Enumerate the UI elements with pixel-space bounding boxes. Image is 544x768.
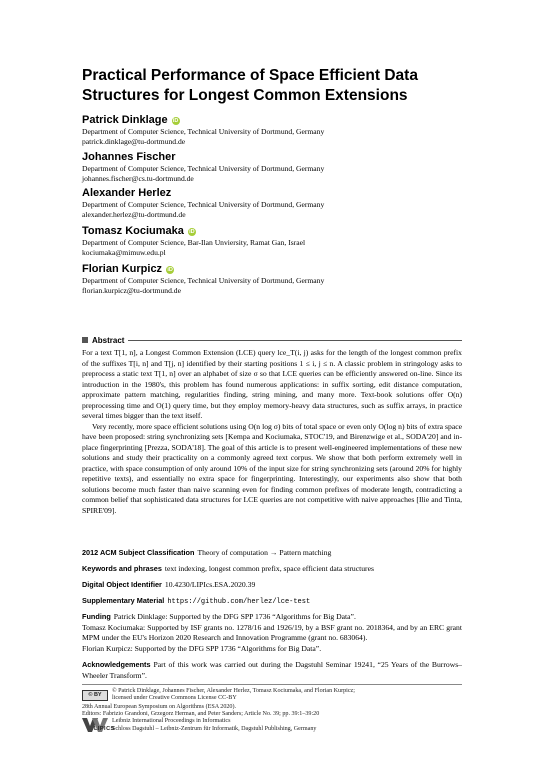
author-name: Alexander Herlez bbox=[82, 187, 172, 199]
author-email[interactable]: kociumaka@mimuw.edu.pl bbox=[82, 248, 166, 257]
doi: Digital Object Identifier 10.4230/LIPIcs.ESA.2020.39 bbox=[82, 580, 256, 589]
section-marker-icon bbox=[82, 337, 88, 343]
author-name: Johannes Fischer bbox=[82, 151, 176, 163]
author-block bbox=[82, 225, 482, 258]
supplementary-link[interactable]: https://github.com/herlez/lce-test bbox=[167, 598, 311, 606]
doi-link[interactable]: 10.4230/LIPIcs.ESA.2020.39 bbox=[164, 580, 256, 589]
author-affiliation: Department of Computer Science, Technical University of Dortmund, Germany bbox=[82, 164, 325, 173]
author-affiliation: Department of Computer Science, Technical University of Dortmund, Germany bbox=[82, 276, 325, 285]
author-affiliation: Department of Computer Science, Technical University of Dortmund, Germany bbox=[82, 200, 325, 209]
footer-conference: 28th Annual European Symposium on Algorithms (ESA 2020). bbox=[82, 704, 237, 710]
keywords: Keywords and phrases text indexing, longest common prefix, space efficient data structures bbox=[82, 564, 374, 573]
author-email[interactable]: alexander.herlez@tu-dortmund.de bbox=[82, 210, 186, 219]
paper-title: Practical Performance of Space Efficient Data Structures for Longest Common Extensions bbox=[82, 67, 418, 104]
abstract-body bbox=[82, 348, 462, 516]
abstract-paragraph: For a text T[1, n], a Longest Common Extension (LCE) query lce_T(i, j) asks for the length of the longest common prefix of the suffixes T[i, n] and T[j, n] identified by their starting positions 1 ≤ i, j ≤ n. A classic problem in stringology asks to preprocess a static text T[1, n] over an alphabet of size σ so that LCE queries can be efficiently answered on-line. Since its introduction in the 1980's, this problem has found numerous applications: in suffix sorting, edit distance computation, approximate pattern matching, regularities finding, string mining, and many more. Text-book solutions offer O(n) preprocessing time and O(1) query time, but they employ memory-heavy data structures, such as suffix arrays, in practice several times bigger than the text itself. bbox=[82, 348, 462, 420]
author-name: Florian Kurpicz bbox=[82, 263, 163, 275]
orcid-icon[interactable]: iD bbox=[167, 266, 173, 273]
author-block bbox=[82, 151, 482, 184]
orcid-icon[interactable]: iD bbox=[172, 117, 179, 124]
author-affiliation: Department of Computer Science, Technical University of Dortmund, Germany bbox=[82, 127, 325, 136]
heading-rule bbox=[128, 340, 462, 341]
abstract-paragraph: Very recently, more space efficient solutions using O(n log σ) bits of total space or even only O(log n) bits of extra space have been proposed: string synchronizing sets [Kempa and Kociumaka, STOC'19, and Birenzwige et al., SODA'20] and in-place fingerprinting [Prezza, SODA'18]. The goal of this article is to present well-engineered implementations of these new solutions and study their practicality on a commonly agreed text corpus. We show that both perform extremely well in practice, with space consumption of only around 10% of the input size for string synchronizing sets (around 20% for highly repetitive texts), and essentially no extra space for fingerprinting. Interestingly, our experiments also show that both solutions become much faster than naive scanning even for finding common prefixes of moderate length, contradicting a common belief that sophisticated data structures for LCE queries are not competitive with naive approaches [Ilie and Tinta, SPIRE'09]. bbox=[82, 421, 462, 515]
footer-license[interactable]: licensed under Creative Commons License CC-BY bbox=[112, 695, 237, 701]
lipics-wordmark: LIPICS bbox=[94, 726, 115, 732]
supplementary-material: Supplementary Material https://github.com/herlez/lce-test bbox=[82, 596, 311, 606]
author-email[interactable]: patrick.dinklage@tu-dortmund.de bbox=[82, 137, 186, 146]
footer-editors: Editors: Fabrizio Grandoni, Grzegorz Herman, and Peter Sanders; Article No. 39; pp. 39:1–39:20 bbox=[82, 711, 320, 717]
footer-copyright: © Patrick Dinklage, Johannes Fischer, Alexander Herlez, Tomasz Kociumaka, and Florian Kurpicz; bbox=[112, 688, 355, 694]
abstract-heading: Abstract bbox=[82, 334, 462, 346]
page-footer bbox=[82, 684, 462, 764]
author-block bbox=[82, 263, 482, 296]
author-email[interactable]: johannes.fischer@cs.tu-dortmund.de bbox=[82, 174, 194, 183]
author-name: Patrick Dinklage bbox=[82, 114, 168, 126]
footer-series: Leibniz International Proceedings in Informatics bbox=[112, 718, 231, 724]
acknowledgements: Acknowledgements Part of this work was carried out during the Dagstuhl Seminar 19241, “25 Years of the Burrows–Wheeler Transform”. bbox=[82, 660, 462, 680]
acm-classification: 2012 ACM Subject Classification Theory of computation → Pattern matching bbox=[82, 548, 332, 557]
author-block bbox=[82, 187, 482, 220]
author-name: Tomasz Kociumaka bbox=[82, 225, 184, 237]
funding: Funding Patrick Dinklage: Supported by the DFG SPP 1736 “Algorithms for Big Data”. Tomasz Kociumaka: Supported by ISF grants no. 1278/16 and 1926/19, by a BSF grant no. 2018364, and by an ERC grant MPM under the EU's Horizon 2020 Research and Innovation Programme (grant no. 683064). Florian Kurpicz: Supported by the DFG SPP 1736 “Algorithms for Big Data”. bbox=[82, 612, 462, 653]
author-email[interactable]: florian.kurpicz@tu-dortmund.de bbox=[82, 286, 181, 295]
footer-publisher: Schloss Dagstuhl – Leibniz-Zentrum für Informatik, Dagstuhl Publishing, Germany bbox=[112, 726, 317, 732]
orcid-icon[interactable]: iD bbox=[189, 228, 195, 235]
cc-by-icon[interactable]: © BY bbox=[82, 690, 108, 701]
author-block bbox=[82, 114, 482, 147]
author-affiliation: Department of Computer Science, Bar-Ilan Unviersity, Ramat Gan, Israel bbox=[82, 238, 306, 247]
footer-rule bbox=[82, 684, 462, 685]
